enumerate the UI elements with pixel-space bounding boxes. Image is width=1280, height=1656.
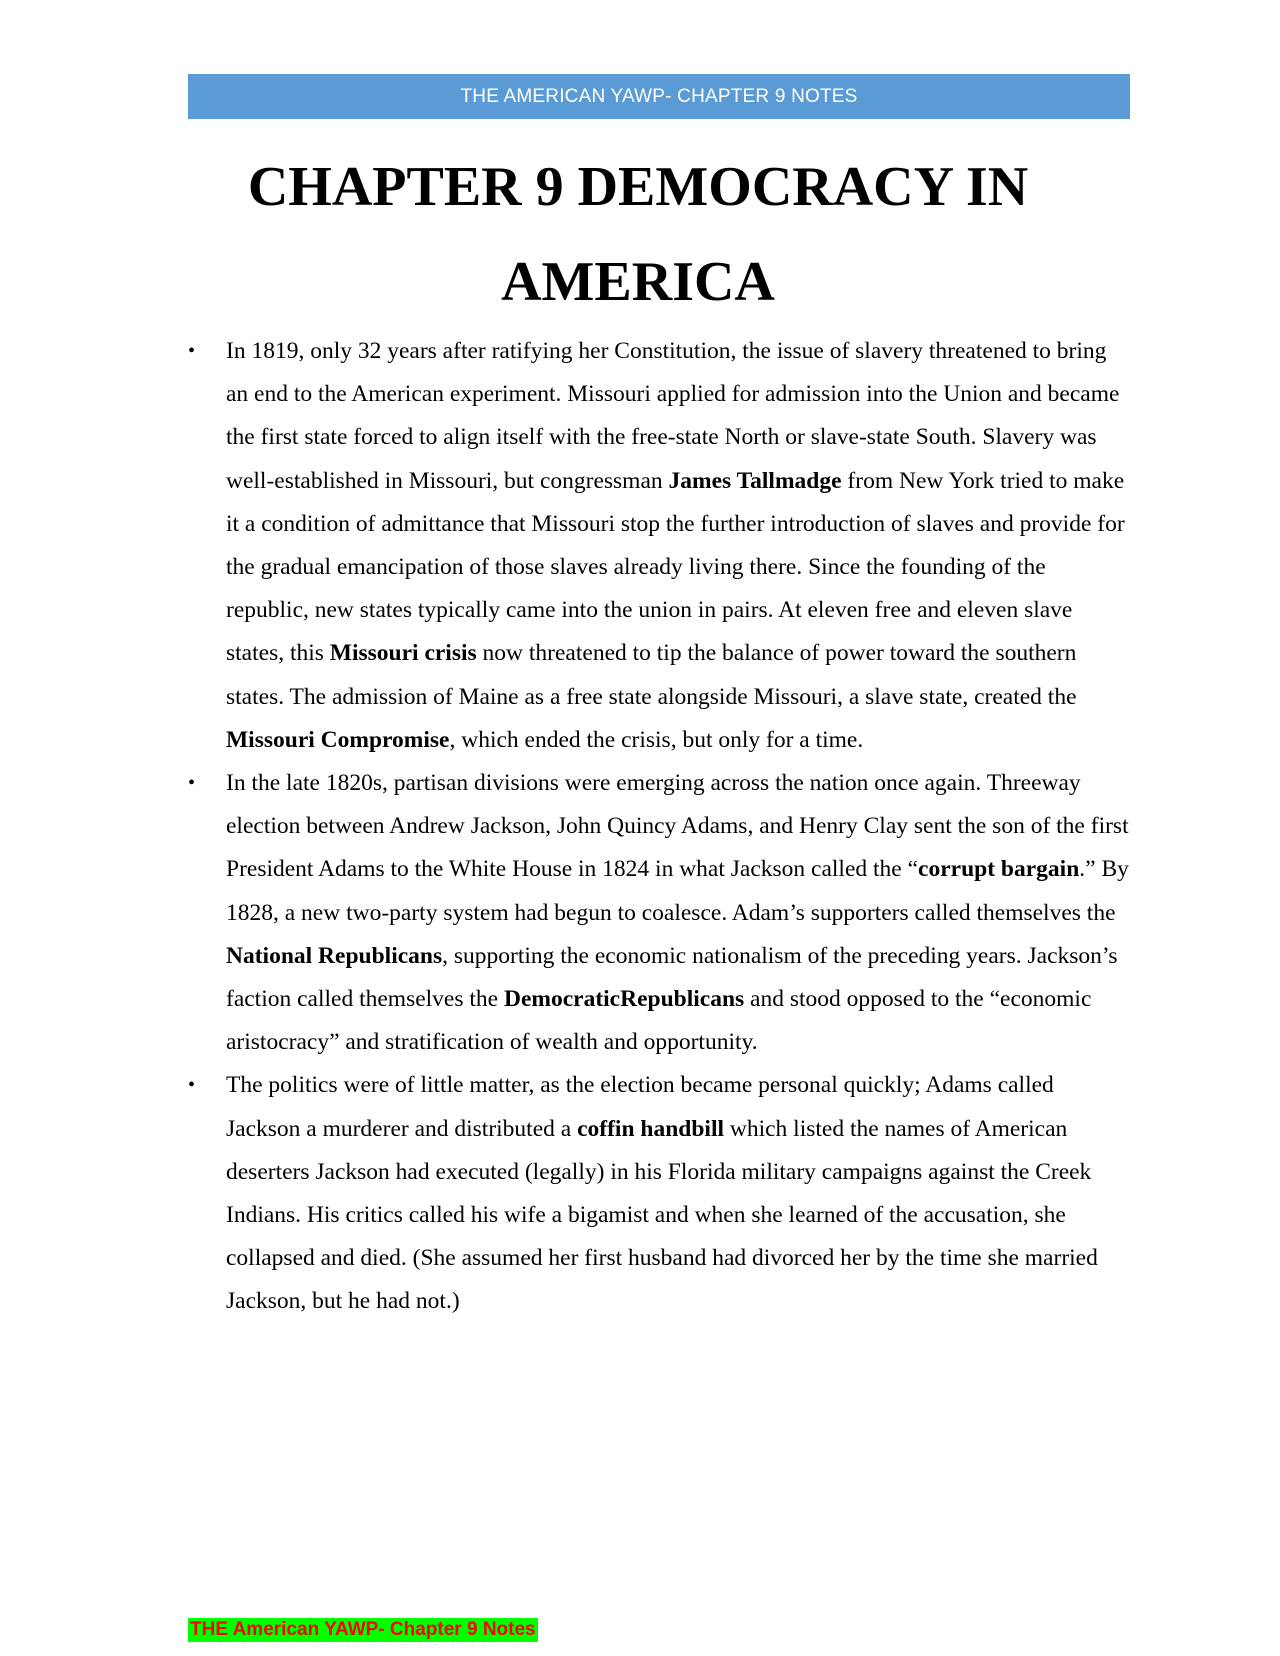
bold-term: National Republicans — [226, 942, 443, 969]
bullet-text-segment: , supporting the economic nationalism of the preceding years. Jackson’s faction called themselves the — [226, 942, 1118, 1013]
header-bar — [188, 74, 1130, 119]
bullet-list — [180, 330, 1130, 1324]
bullet-text-segment: In 1819, only 32 years after ratifying her Constitution, the issue of slavery threatened to bring an end to the American experiment. Missouri applied for admission into the Union and became the first state forced to align itself with the free-state North or slave-state South. Slavery was well-established in Missouri, but congressman — [226, 338, 1120, 494]
bullet-text-segment: , which ended the crisis, but only for a time. — [449, 726, 864, 753]
bullet-item — [180, 1064, 1130, 1323]
bullet-item — [180, 762, 1130, 1064]
bold-term: James Tallmadge — [668, 467, 842, 494]
bold-term: Missouri Compromise — [226, 726, 450, 753]
bullet-text-segment: The politics were of little matter, as the election became personal quickly; Adams called Jackson a murderer and distributed a — [226, 1072, 1054, 1142]
bullet-text-segment: and stood opposed to the “economic aristocracy” and stratification of wealth and opportunity. — [226, 986, 1092, 1056]
bullet-dot-icon: • — [188, 1074, 196, 1097]
bullet-text-segment: .” By 1828, a new two-party system had begun to coalesce. Adam’s supporters called themselves the — [226, 856, 1129, 926]
bullet-dot-icon: • — [188, 772, 196, 795]
bullet-text-segment: In the late 1820s, partisan divisions were emerging across the nation once again. Threeway election between Andrew Jackson, John Quincy Adams, and Henry Clay sent the son of the first President Adams to the White House in 1824 in what Jackson called the “ — [226, 770, 1129, 883]
header-title: THE AMERICAN YAWP- CHAPTER 9 NOTES — [460, 85, 858, 107]
bold-term: corrupt bargain — [918, 856, 1080, 883]
bullet-text-segment: now threatened to tip the balance of power toward the southern states. The admission of Maine as a free state alongside Missouri, a slave state, created the — [226, 640, 1077, 710]
bullet-item — [180, 330, 1130, 762]
bullet-text-segment: from New York tried to make it a condition of admittance that Missouri stop the further introduction of slaves and provide for the gradual emancipation of those slaves already living there. Since the founding of the republic, new states typically came into the union in pairs. At eleven free and eleven slave states, this — [226, 467, 1125, 667]
bullet-dot-icon: • — [188, 340, 196, 362]
footer-label: THE American YAWP- Chapter 9 Notes — [190, 1619, 536, 1640]
bullet-text-segment: which listed the names of American deserters Jackson had executed (legally) in his Florida military campaigns against the Creek Indians. His critics called his wife a bigamist and when she learned of the accusation, she collapsed and died. (She assumed her first husband had divorced her by the time she married Jackson, but he had not.) — [226, 1115, 1098, 1315]
bold-term: Missouri crisis — [329, 640, 477, 667]
bold-term: coffin handbill — [577, 1115, 724, 1142]
bold-term: DemocraticRepublicans — [503, 986, 745, 1013]
page-title: CHAPTER 9 DEMOCRACY IN AMERICA — [247, 156, 1029, 313]
